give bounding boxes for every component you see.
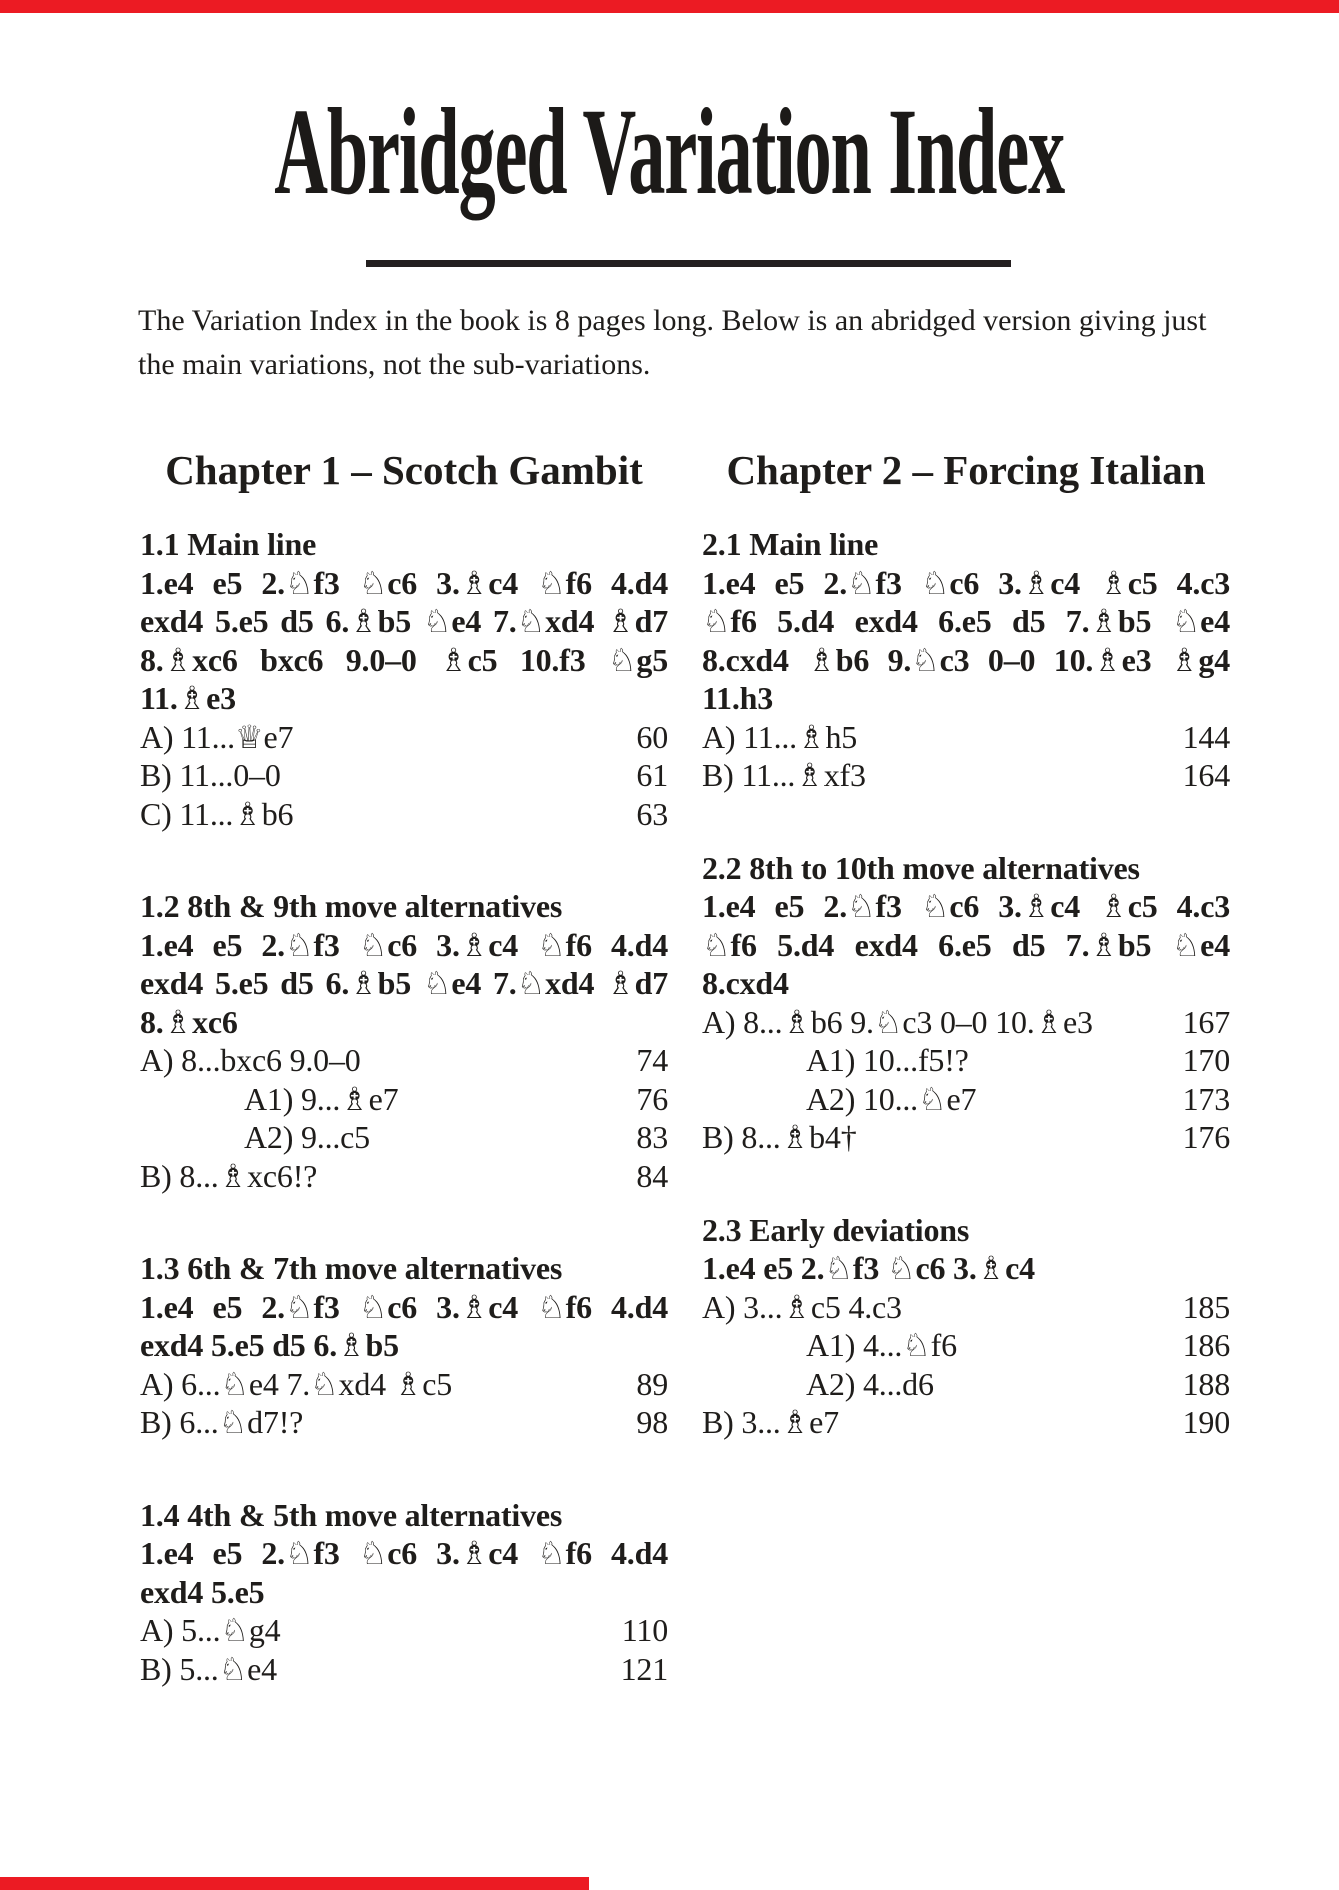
variation-label: B) 8...♗xc6!? (140, 1157, 318, 1194)
intro-text: The Variation Index in the book is 8 pages long. Below is an abridged version giving just the main variations, not the sub-variations. (138, 304, 1207, 382)
top-red-bar (0, 0, 1339, 13)
variation-row (702, 718, 1230, 757)
moves-line: exd4 5.e5 (140, 1573, 265, 1610)
bottom-red-bar (0, 1877, 589, 1890)
variation-row (140, 1403, 668, 1442)
variation-page-number: 83 (636, 1119, 668, 1156)
variation-label: B) 8...♗b4† (702, 1119, 857, 1156)
variation-page-number: 60 (636, 718, 668, 755)
variation-row (702, 1118, 1230, 1157)
variation-row (702, 756, 1230, 795)
variation-row (702, 1403, 1230, 1442)
variation-label: A2) 9...c5 (244, 1119, 370, 1156)
moves-line: 8.♗xc6 (140, 1003, 238, 1040)
variation-page-number: 89 (636, 1365, 668, 1402)
page-title-text: Abridged Variation Index (274, 83, 1065, 220)
variation-label: C) 11...♗b6 (140, 795, 294, 832)
variation-page-number: 185 (1182, 1288, 1230, 1325)
moves-line: 1.e4 e5 2.♘f3 ♘c6 3.♗c4 ♗c5 4.c3 (702, 564, 1230, 601)
variation-row (140, 1611, 668, 1650)
chapter-1-column (140, 445, 668, 1688)
variation-label: B) 5...♘e4 (140, 1650, 277, 1687)
variation-label: A2) 4...d6 (806, 1365, 934, 1402)
variation-page-number: 84 (636, 1157, 668, 1194)
section-1-2 (140, 887, 668, 1195)
variation-row (702, 1288, 1230, 1327)
variation-page-number: 110 (621, 1612, 668, 1649)
variation-page-number: 188 (1182, 1365, 1230, 1402)
variation-label: A) 11...♕e7 (140, 718, 294, 755)
variation-label: A) 8...bxc6 9.0–0 (140, 1042, 361, 1079)
section-2-1 (702, 525, 1230, 795)
section-title: 1.1 Main line (140, 526, 317, 563)
chapter-2-heading: Chapter 2 – Forcing Italian (726, 447, 1206, 494)
variation-row (140, 718, 668, 757)
sub-variation-row (702, 1365, 1230, 1404)
title-rule (366, 260, 1011, 267)
section-1-1 (140, 525, 668, 833)
moves-line: ♘f6 5.d4 exd4 6.e5 d5 7.♗b5 ♘e4 (702, 603, 1230, 640)
variation-page-number: 76 (636, 1080, 668, 1117)
sub-variation-row (702, 1326, 1230, 1365)
section-1-3 (140, 1249, 668, 1442)
variation-row (140, 1365, 668, 1404)
page-title (0, 84, 1339, 220)
moves-line: 1.e4 e5 2.♘f3 ♘c6 3.♗c4 ♘f6 4.d4 (140, 1535, 668, 1572)
variation-label: A1) 9...♗e7 (244, 1080, 399, 1117)
variation-page-number: 61 (636, 757, 668, 794)
section-title: 2.3 Early deviations (702, 1211, 970, 1248)
variation-label: B) 3...♗e7 (702, 1404, 839, 1441)
section-title: 1.4 4th & 5th move alternatives (140, 1496, 563, 1533)
variation-label: A1) 10...f5!? (806, 1042, 969, 1079)
section-title: 2.2 8th to 10th move alternatives (702, 849, 1140, 886)
variation-label: B) 11...♗xf3 (702, 757, 866, 794)
sub-variation-row (140, 1118, 668, 1157)
moves-line: 11.h3 (702, 680, 774, 717)
moves-line: 1.e4 e5 2.♘f3 ♘c6 3.♗c4 ♘f6 4.d4 (140, 926, 668, 963)
variation-label: A) 6...♘e4 7.♘xd4 ♗c5 (140, 1365, 453, 1402)
section-2-3 (702, 1211, 1230, 1442)
section-1-4 (140, 1496, 668, 1689)
sub-variation-row (140, 1080, 668, 1119)
sub-variation-row (702, 1080, 1230, 1119)
variation-label: A) 11...♗h5 (702, 718, 858, 755)
variation-row (140, 756, 668, 795)
chapter-1-heading: Chapter 1 – Scotch Gambit (165, 447, 643, 494)
variation-page-number: 98 (636, 1404, 668, 1441)
variation-page-number: 167 (1182, 1003, 1230, 1040)
moves-line: exd4 5.e5 d5 6.♗b5 ♘e4 7.♘xd4 ♗d7 (140, 965, 668, 1002)
variation-label: A) 8...♗b6 9.♘c3 0–0 10.♗e3 (702, 1003, 1093, 1040)
variation-row (140, 1041, 668, 1080)
moves-line: 1.e4 e5 2.♘f3 ♘c6 3.♗c4 ♗c5 4.c3 (702, 888, 1230, 925)
variation-page-number: 144 (1182, 718, 1230, 755)
moves-line: 8.♗xc6 bxc6 9.0–0 ♗c5 10.f3 ♘g5 (140, 641, 668, 678)
moves-line: ♘f6 5.d4 exd4 6.e5 d5 7.♗b5 ♘e4 (702, 926, 1230, 963)
variation-label: A2) 10...♘e7 (806, 1080, 977, 1117)
moves-line: 1.e4 e5 2.♘f3 ♘c6 3.♗c4 (702, 1250, 1035, 1287)
variation-page-number: 170 (1182, 1042, 1230, 1079)
moves-line: 8.cxd4 ♗b6 9.♘c3 0–0 10.♗e3 ♗g4 (702, 641, 1230, 678)
moves-line: 1.e4 e5 2.♘f3 ♘c6 3.♗c4 ♘f6 4.d4 (140, 1288, 668, 1325)
variation-page-number: 164 (1182, 757, 1230, 794)
section-title: 1.3 6th & 7th move alternatives (140, 1250, 563, 1287)
moves-line: exd4 5.e5 d5 6.♗b5 (140, 1327, 399, 1364)
variation-row (140, 795, 668, 834)
variation-label: A) 3...♗c5 4.c3 (702, 1288, 902, 1325)
variation-page-number: 63 (636, 795, 668, 832)
variation-page-number: 190 (1182, 1404, 1230, 1441)
variation-row (702, 1003, 1230, 1042)
variation-page-number: 186 (1182, 1327, 1230, 1364)
moves-line: 11.♗e3 (140, 680, 236, 717)
section-title: 2.1 Main line (702, 526, 879, 563)
variation-page-number: 121 (620, 1650, 668, 1687)
variation-row (140, 1157, 668, 1196)
variation-page-number: 173 (1182, 1080, 1230, 1117)
index-columns (140, 445, 1230, 1688)
variation-page-number: 176 (1182, 1119, 1230, 1156)
variation-label: B) 6...♘d7!? (140, 1404, 304, 1441)
variation-label: B) 11...0–0 (140, 757, 281, 794)
variation-label: A1) 4...♘f6 (806, 1327, 957, 1364)
section-2-2 (702, 849, 1230, 1157)
section-title: 1.2 8th & 9th move alternatives (140, 888, 563, 925)
variation-page-number: 74 (636, 1042, 668, 1079)
moves-line: exd4 5.e5 d5 6.♗b5 ♘e4 7.♘xd4 ♗d7 (140, 603, 668, 640)
variation-label: A) 5...♘g4 (140, 1612, 281, 1649)
moves-line: 8.cxd4 (702, 965, 789, 1002)
moves-line: 1.e4 e5 2.♘f3 ♘c6 3.♗c4 ♘f6 4.d4 (140, 564, 668, 601)
sub-variation-row (702, 1041, 1230, 1080)
variation-row (140, 1650, 668, 1689)
chapter-2-column (702, 445, 1230, 1688)
